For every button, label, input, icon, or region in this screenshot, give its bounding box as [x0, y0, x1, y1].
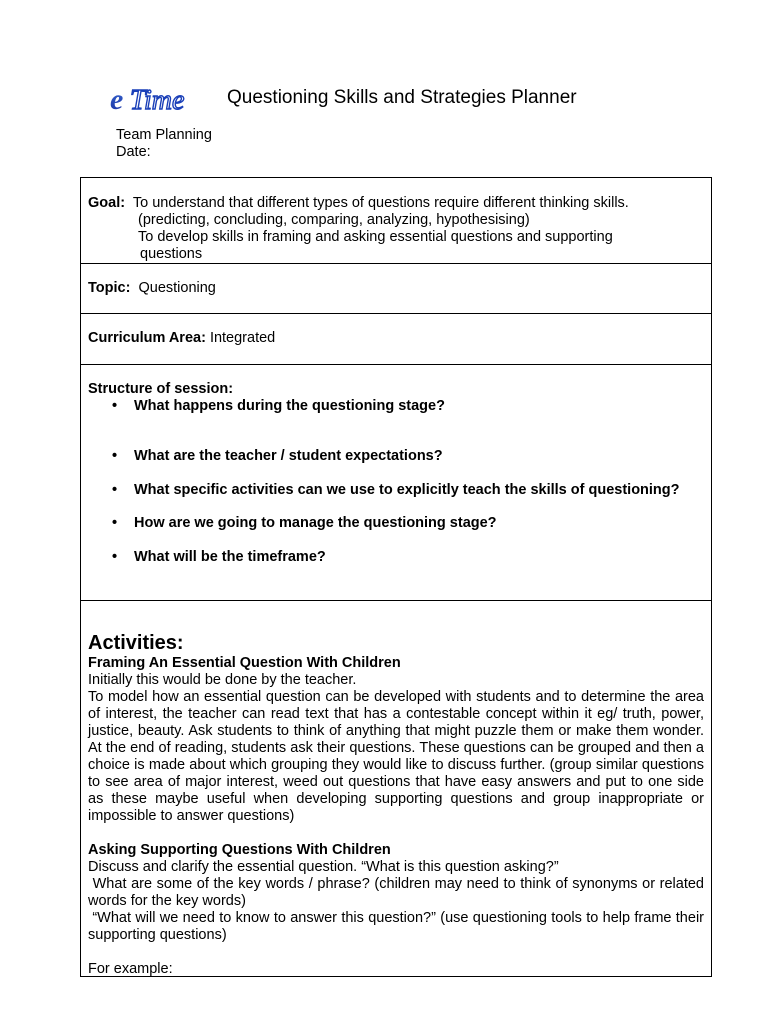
structure-list: [88, 398, 704, 566]
page-title: Questioning Skills and Strategies Planner: [227, 87, 577, 108]
goal-line-1: To understand that different types of questions require different thinking skills.: [132, 195, 629, 211]
structure-item: • What will be the timeframe?: [88, 549, 704, 566]
date-label: Date:: [116, 144, 151, 160]
svg-text:e: e: [110, 83, 124, 116]
structure-item: • What specific activities can we use to explicitly teach the skills of questioning?: [88, 482, 704, 499]
asking-line-2: What are some of the key words / phrase? (children may need to think of synonyms or related words for the key words): [88, 876, 709, 909]
goal-line-3: To develop skills in framing and asking essential questions and supporting: [138, 229, 613, 245]
example-label: For example:: [88, 961, 173, 977]
goal-row: [81, 178, 711, 264]
topic-label: Topic:: [88, 280, 131, 296]
framing-body: To model how an essential question can be developed with students and to determine the area of interest, the teacher can read text that has a contestable concept within it eg/ truth, power, justice, beauty. Ask students to think of anything that might puzzle them or make them wonder. At the end of reading, students ask their questions. These questions can be grouped and then a choice is made about which grouping they would like to discuss further. (group similar questions to see area of major interest, weed out questions that have easy answers and put to one side as these maybe useful when developing supporting questions and group inappropriate or impossible to answer questions): [88, 689, 704, 824]
framing-intro: Initially this would be done by the teacher.: [88, 672, 357, 688]
activities-row: [81, 601, 711, 977]
goal-line-2: (predicting, concluding, comparing, analyzing, hypothesising): [138, 212, 530, 228]
team-planning-label: Team Planning: [116, 127, 212, 143]
etime-logo: [108, 82, 218, 118]
goal-line-4: questions: [140, 246, 203, 262]
svg-text:Time: Time: [130, 85, 185, 116]
curriculum-row: [81, 314, 711, 365]
topic-row: [81, 264, 711, 314]
asking-line-1: Discuss and clarify the essential question. “What is this question asking?”: [88, 859, 559, 875]
curriculum-label: Curriculum Area:: [88, 330, 206, 346]
activities-heading: Activities:: [88, 632, 184, 654]
asking-title: Asking Supporting Questions With Children: [88, 842, 391, 858]
planning-meta: [116, 127, 212, 161]
structure-item: • What are the teacher / student expectations?: [88, 448, 704, 465]
structure-label: Structure of session:: [88, 381, 234, 397]
topic-value: Questioning: [138, 280, 216, 296]
structure-row: [81, 365, 711, 601]
asking-line-3: “What will we need to know to answer this question?” (use questioning tools to help frame their supporting questions): [88, 910, 709, 943]
curriculum-value: Integrated: [209, 330, 276, 346]
planner-table: [80, 177, 712, 977]
framing-title: Framing An Essential Question With Children: [88, 655, 401, 671]
goal-label: Goal:: [88, 195, 126, 211]
structure-item: • How are we going to manage the questioning stage?: [88, 515, 704, 532]
structure-item: • What happens during the questioning stage?: [88, 398, 704, 415]
